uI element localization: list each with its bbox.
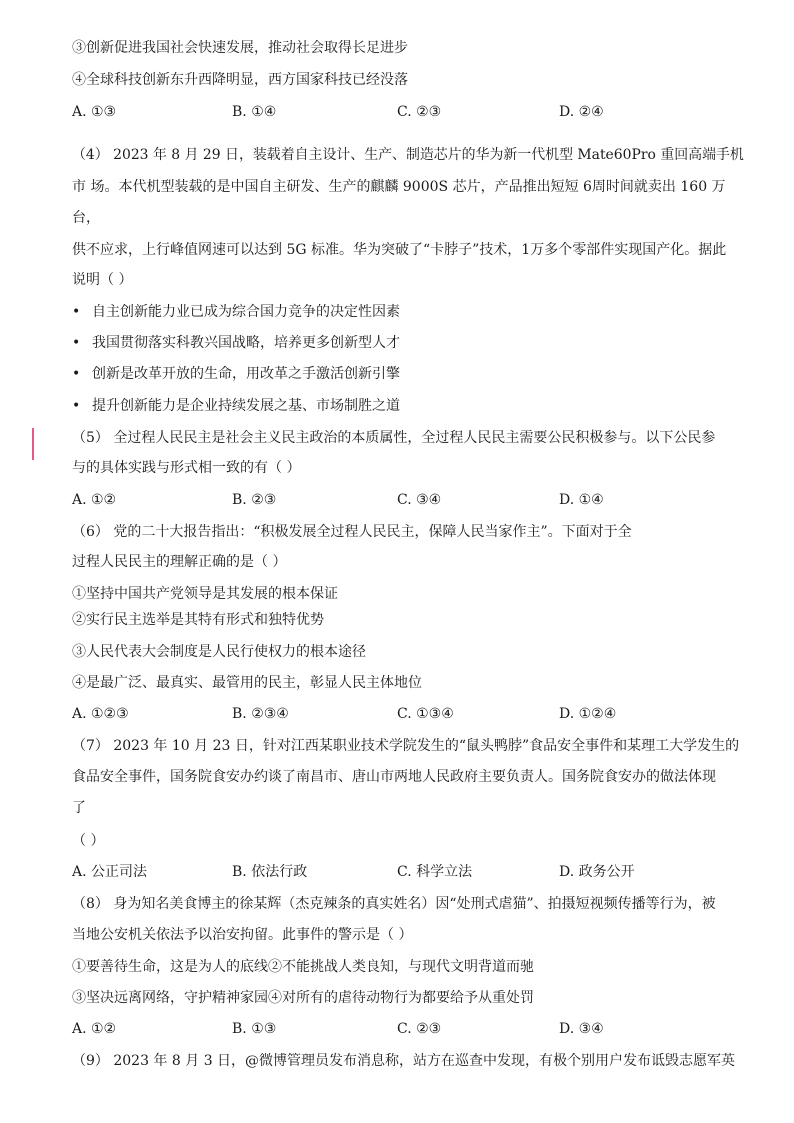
option-a[interactable]: A. ①② (72, 492, 117, 508)
q3-options (72, 102, 732, 122)
option-a[interactable]: A. ①③ (72, 104, 117, 120)
q4-bullet-2 (72, 333, 400, 353)
option-d[interactable]: D. ①④ (559, 492, 604, 508)
q6-statement-2: ②实行民主选举是其特有形式和独特优势 (72, 612, 324, 628)
option-b[interactable]: B. ②③④ (232, 706, 289, 722)
q8-options (72, 1019, 732, 1039)
bullet-icon: • (72, 398, 81, 414)
bullet-icon: • (72, 335, 81, 351)
option-c[interactable]: C. ②③ (397, 1021, 442, 1037)
q7-options (72, 862, 732, 882)
q8-stem-line-2: 当地公安机关依法予以治安拘留。此事件的警示是（ ） (72, 927, 413, 943)
q6-stem-line-2: 过程人民民主的理解正确的是（ ） (72, 554, 287, 570)
bullet-text: 创新是改革开放的生命，用改革之手激活创新引擎 (92, 366, 400, 382)
q6-stem-line-1: （6） 党的二十大报告指出：“积极发展全过程人民民主，保障人民当家作主”。下面对于全 (72, 524, 632, 540)
bullet-icon: • (72, 366, 81, 382)
q4-stem-line-3: 台， (72, 210, 100, 226)
q4-bullet-1 (72, 302, 400, 322)
q5-options (72, 490, 732, 510)
q4-stem-line-4: 供不应求，上行峰值网速可以达到 5G 标准。华为突破了“卡脖子”技术，1万多个零部件实现国产化。据此 (72, 242, 727, 258)
q7-stem-line-3: 了 (72, 800, 86, 816)
q4-bullet-4 (72, 396, 400, 416)
bullet-text: 自主创新能力业已成为综合国力竞争的决定性因素 (92, 304, 400, 320)
option-c[interactable]: C. ①③④ (397, 706, 454, 722)
q4-stem-line-5: 说明（ ） (72, 272, 133, 288)
bullet-icon: • (72, 304, 81, 320)
option-d[interactable]: D. ①②④ (559, 706, 617, 722)
option-a[interactable]: A. ①② (72, 1021, 117, 1037)
option-a[interactable]: A. 公正司法 (72, 864, 148, 880)
option-b[interactable]: B. ①④ (232, 104, 277, 120)
bullet-text: 我国贯彻落实科教兴国战略，培养更多创新型人才 (92, 335, 400, 351)
statement-3: ③创新促进我国社会快速发展，推动社会取得长足进步 (72, 40, 408, 56)
option-c[interactable]: C. ③④ (397, 492, 442, 508)
option-c[interactable]: C. ②③ (397, 104, 442, 120)
q6-statement-4: ④是最广泛、最真实、最管用的民主，彰显人民主体地位 (72, 675, 422, 691)
q4-stem-line-2: 市 场。本代机型装载的是中国自主研发、生产的麒麟 9000S 芯片，产品推出短短 6周时间就卖出 160 万 (72, 179, 726, 195)
q8-stem-line-1: （8） 身为知名美食博主的徐某辉（杰克辣条的真实姓名）因“处刑式虐猫”、拍摄短视频传播等行为，被 (72, 896, 716, 912)
bullet-text: 提升创新能力是企业持续发展之基、市场制胜之道 (92, 398, 400, 414)
option-d[interactable]: D. ②④ (559, 104, 604, 120)
q7-stem-line-4: （ ） (72, 833, 105, 849)
option-d[interactable]: D. 政务公开 (559, 864, 635, 880)
text-cursor-marker (32, 428, 34, 460)
option-c[interactable]: C. 科学立法 (397, 864, 473, 880)
q6-statement-3: ③人民代表大会制度是人民行使权力的根本途径 (72, 644, 366, 660)
option-b[interactable]: B. 依法行政 (232, 864, 308, 880)
q7-stem-line-1: （7） 2023 年 10 月 23 日，针对江西某职业技术学院发生的“鼠头鸭脖”食品安全事件和某理工大学发生的 (72, 738, 740, 754)
q6-options (72, 704, 732, 724)
option-b[interactable]: B. ②③ (232, 492, 277, 508)
q5-stem-line-2: 与的具体实践与形式相一致的有（ ） (72, 460, 301, 476)
option-d[interactable]: D. ③④ (559, 1021, 604, 1037)
q8-statements-2: ③坚决远离网络，守护精神家园④对所有的虐待动物行为都要给予从重处罚 (72, 990, 534, 1006)
q5-stem-line-1: （5） 全过程人民民主是社会主义民主政治的本质属性，全过程人民民主需要公民积极参与。以下公民参 (72, 430, 716, 446)
q8-statements-1: ①要善待生命，这是为人的底线②不能挑战人类良知，与现代文明背道而驰 (72, 959, 534, 975)
q4-bullet-3 (72, 364, 400, 384)
q9-stem-line-1: （9） 2023 年 8 月 3 日，@微博管理员发布消息称，站方在巡查中发现，有极个别用户发布诋毁志愿军英 (72, 1053, 736, 1069)
q7-stem-line-2: 食品安全事件，国务院食安办约谈了南昌市、唐山市两地人民政府主要负责人。国务院食安办的做法体现 (72, 769, 716, 785)
option-b[interactable]: B. ①③ (232, 1021, 277, 1037)
q6-statement-1: ①坚持中国共产党领导是其发展的根本保证 (72, 586, 338, 602)
option-a[interactable]: A. ①②③ (72, 706, 129, 722)
q4-stem-line-1: （4） 2023 年 8 月 29 日，装载着自主设计、生产、制造芯片的华为新一代机型 Mate60Pro 重回高端手机 (72, 147, 744, 163)
statement-4: ④全球科技创新东升西降明显，西方国家科技已经没落 (72, 72, 408, 88)
